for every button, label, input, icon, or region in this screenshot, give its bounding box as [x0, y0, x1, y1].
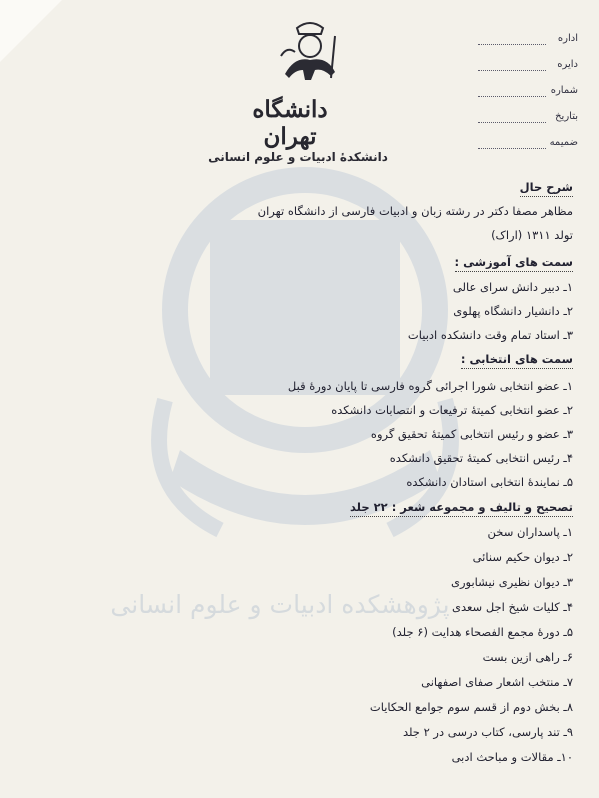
paper-corner [0, 0, 62, 62]
meta-line [478, 44, 546, 45]
teaching-item: ۱ـ دبیر دانش سرای عالی [452, 280, 573, 294]
meta-label: شماره [550, 85, 578, 96]
works-item: ۱۰ـ مقالات و مباحث ادبی [451, 750, 573, 764]
elected-item: ۴ـ رئیس انتخابی کمیتهٔ تحقیق دانشکده [389, 451, 573, 465]
birth-line: تولد ۱۳۱۱ (اراک) [491, 228, 573, 242]
meta-field-section [478, 59, 578, 75]
intro-line: مظاهر مصفا دکتر در رشته زبان و ادبیات فارسی از دانشگاه تهران [257, 204, 573, 218]
meta-field-office [478, 33, 578, 49]
works-item: ۸ـ بخش دوم از قسم سوم جوامع الحکایات [369, 700, 573, 714]
lion-and-sun-emblem [275, 16, 345, 86]
meta-label: اداره [557, 33, 578, 44]
works-item: ۵ـ دورهٔ مجمع الفصحاء هدایت (۶ جلد) [392, 625, 573, 639]
section-heading-works: تصحیح و تالیف و مجموعه شعر : ۲۲ جلد [13, 500, 573, 517]
teaching-item: ۲ـ دانشیار دانشگاه پهلوی [453, 304, 573, 318]
meta-line [478, 122, 546, 123]
watermark-caption: پژوهشکده ادبیات و علوم انسانی [110, 590, 450, 619]
works-item: ۳ـ دیوان نظیری نیشابوری [450, 575, 573, 589]
meta-field-number [478, 85, 578, 101]
elected-item: ۵ـ نمایندهٔ انتخابی استادان دانشکده [406, 475, 573, 489]
meta-field-date [478, 111, 578, 127]
meta-label: بتاریخ [555, 111, 578, 122]
meta-field-attachment [478, 137, 578, 153]
meta-line [478, 70, 546, 71]
elected-item: ۱ـ عضو انتخابی شورا اجرائی گروه فارسی تا پایان دورهٔ قبل [287, 379, 573, 393]
meta-label: ضمیمه [549, 137, 578, 148]
teaching-item: ۳ـ استاد تمام وقت دانشکده ادبیات [407, 328, 573, 342]
meta-line [478, 96, 546, 97]
meta-line [478, 148, 546, 149]
elected-item: ۲ـ عضو انتخابی کمیتهٔ ترفیعات و انتصابات دانشکده [331, 403, 573, 417]
meta-label: دایره [557, 59, 578, 70]
works-item: ۴ـ کلیات شیخ اجل سعدی [451, 600, 573, 614]
elected-item: ۳ـ عضو و رئیس انتخابی کمیتهٔ تحقیق گروه [370, 427, 573, 441]
section-heading-elected: سمت های انتخابی : [13, 352, 573, 369]
works-item: ۶ـ راهی ازین بست [482, 650, 573, 664]
faculty-title: دانشکدهٔ ادبیات و علوم انسانی [208, 150, 388, 164]
biography-heading: شرح حال [13, 180, 573, 197]
university-title: دانشگاه تهران [252, 96, 328, 150]
works-item: ۱ـ پاسداران سخن [487, 525, 573, 539]
works-item: ۷ـ منتخب اشعار صفای اصفهانی [421, 675, 573, 689]
works-item: ۹ـ تند پارسی، کتاب درسی در ۲ جلد [402, 725, 573, 739]
section-heading-teaching: سمت های آموزشی : [13, 255, 573, 272]
works-item: ۲ـ دیوان حکیم سنائی [472, 550, 573, 564]
